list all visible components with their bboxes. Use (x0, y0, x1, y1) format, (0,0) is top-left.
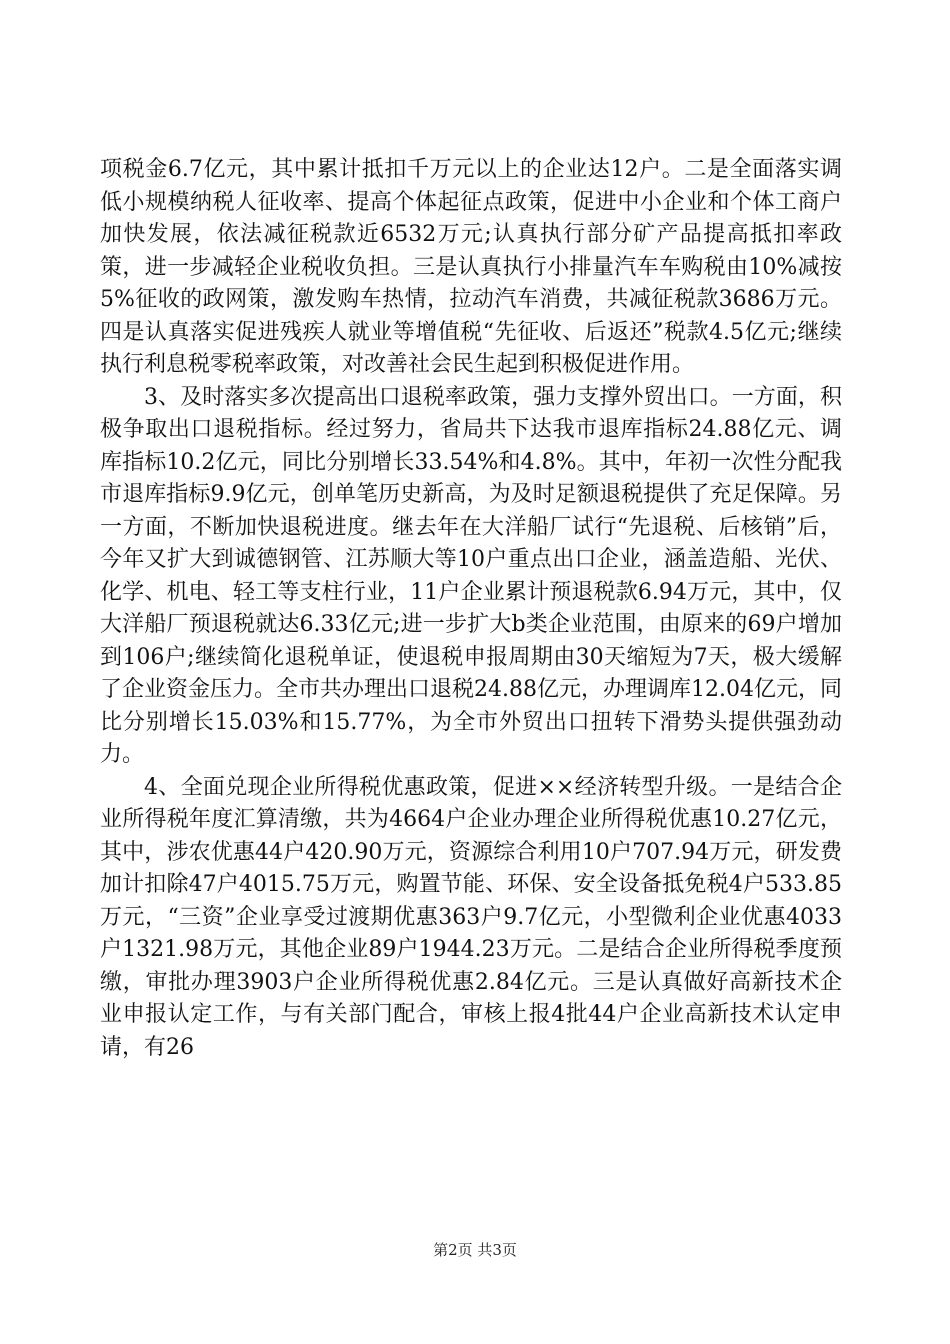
paragraph-export-rebate: 3、及时落实多次提高出口退税率政策，强力支撑外贸出口。一方面，积极争取出口退税指标。经过努力，省局共下达我市退库指标24.88亿元、调库指标10.2亿元，同比分别增长33.54%和4.8%。其中，年初一次性分配我市退库指标9.9亿元，创单笔历史新高，为及时足额退税提供了充足保障。另一方面，不断加快退税进度。继去年在大洋船厂试行“先退税、后核销”后，今年又扩大到诚德钢管、江苏顺大等10户重点出口企业，涵盖造船、光伏、化学、机电、轻工等支柱行业，11户企业累计预退税款6.94万元，其中，仅大洋船厂预退税就达6.33亿元;进一步扩大b类企业范围，由原来的69户增加到106户;继续简化退税单证，使退税申报周期由30天缩短为7天，极大缓解了企业资金压力。全市共办理出口退税24.88亿元，办理调库12.04亿元，同比分别增长15.03%和15.77%，为全市外贸出口扭转下滑势头提供强劲动力。 (100, 384, 842, 767)
page-number-footer: 第2页 共3页 (433, 1241, 517, 1259)
paragraph-continued: 项税金6.7亿元，其中累计抵扣千万元以上的企业达12户。二是全面落实调低小规模纳税人征收率、提高个体起征点政策，促进中小企业和个体工商户加快发展，依法减征税款近6532万元;认真执行部分矿产品提高抵扣率政策，进一步减轻企业税收负担。三是认真执行小排量汽车车购税由10%减按5%征收的政网策，激发购车热情，拉动汽车消费，共减征税款3686万元。四是认真落实促进残疾人就业等增值税“先征收、后返还”税款4.5亿元;继续执行利息税零税率政策，对改善社会民生起到积极促进作用。 (100, 157, 842, 377)
paragraph-income-tax: 4、全面兑现企业所得税优惠政策，促进××经济转型升级。一是结合企业所得税年度汇算清缴，共为4664户企业办理企业所得税优惠10.27亿元，其中，涉农优惠44户420.90万元，资源综合利用10户707.94万元，研发费加计扣除47户4015.75万元，购置节能、环保、安全设备抵免税4户533.85万元，“三资”企业享受过渡期优惠363户9.7亿元，小型微利企业优惠4033户1321.98万元，其他企业89户1944.23万元。二是结合企业所得税季度预缴，审批办理3903户企业所得税优惠2.84亿元。三是认真做好高新技术企业申报认定工作，与有关部门配合，审核上报4批44户企业高新技术认定申请，有26 (100, 774, 842, 1060)
document-body (100, 154, 842, 1064)
